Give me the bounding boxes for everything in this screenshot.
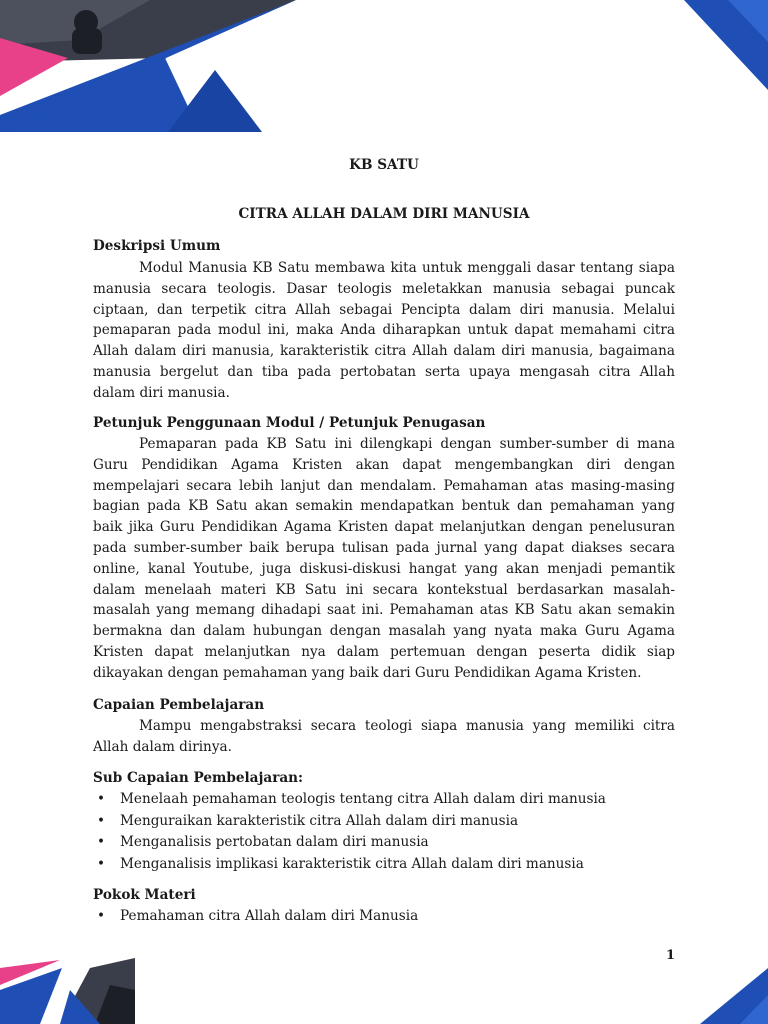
header-right-triangle	[684, 0, 768, 90]
list-item: • Menganalisis implikasi karakteristik citra Allah dalam diri manusia	[93, 854, 606, 876]
header-photo	[0, 0, 296, 62]
pokok-list	[93, 906, 418, 928]
header-pink-triangle	[0, 38, 68, 96]
petunjuk-heading: Petunjuk Penggunaan Modul / Petunjuk Penugasan	[93, 415, 486, 431]
list-item: • Menganalisis pertobatan dalam diri manusia	[93, 832, 606, 854]
list-item: • Pemahaman citra Allah dalam diri Manusia	[93, 906, 418, 928]
list-item: • Menguraikan karakteristik citra Allah dalam diri manusia	[93, 811, 606, 833]
deskripsi-heading: Deskripsi Umum	[93, 238, 221, 254]
kb-title: KB SATU	[349, 157, 419, 173]
page-number: 1	[665, 948, 675, 963]
header-blue-band	[0, 0, 296, 132]
capaian-paragraph: Mampu mengabstraksi secara teologi siapa manusia yang memiliki citra Allah dalam dirinya.	[93, 718, 675, 755]
main-title: CITRA ALLAH DALAM DIRI MANUSIA	[238, 206, 530, 222]
petunjuk-paragraph: Pemaparan pada KB Satu ini dilengkapi dengan sumber-sumber di mana Guru Pendidikan Agama Kristen akan dapat mengembangkan diri dengan mempelajari secara lebih lanjut dan mendalam. Pemahaman atas masing-masing bagian pada KB Satu akan semakin mendapatkan bentuk dan pemahaman yang baik jika Guru Pendidikan Agama Kristen dapat melanjutkan dengan penelusuran pada sumber-sumber baik berupa tulisan pada jurnal yang dapat diakses secara online, kanal Youtube, juga diskusi-diskusi hangat yang akan menjadi pemantik dalam menelaah materi KB Satu ini secara kontekstual berdasarkan masalah-masalah yang memang dihadapi saat ini. Pemahaman atas KB Satu akan semakin bermakna dan dalam hubungan dengan masalah yang nyata maka Guru Agama Kristen dapat melanjutkan nya dalam pertemuan dengan peserta didik siap dikayakan dengan pemahaman yang baik dari Guru Pendidikan Agama Kristen.	[93, 436, 675, 681]
footer-pink-triangle	[0, 960, 60, 985]
footer-right-triangle	[700, 968, 768, 1024]
footer-photo	[60, 958, 135, 1024]
sub-capaian-heading: Sub Capaian Pembelajaran:	[93, 770, 304, 786]
deskripsi-paragraph: Modul Manusia KB Satu membawa kita untuk menggali dasar tentang siapa manusia secara teologis. Dasar teologis meletakkan manusia sebagai puncak ciptaan, dan terpetik citra Allah sebagai Pencipta dalam diri manusia. Melalui pemaparan pada modul ini, maka Anda diharapkan untuk dapat memahami citra Allah dalam diri manusia, karakteristik citra Allah dalam diri manusia, bagaimana manusia bergelut dan tiba pada pertobatan serta upaya mengasah citra Allah dalam diri manusia.	[93, 260, 675, 401]
capaian-heading: Capaian Pembelajaran	[93, 697, 265, 713]
sub-capaian-list	[93, 789, 606, 875]
footer-blue-triangle	[0, 968, 62, 1024]
list-item: • Menelaah pemahaman teologis tentang citra Allah dalam diri manusia	[93, 789, 606, 811]
pokok-heading: Pokok Materi	[93, 887, 196, 903]
